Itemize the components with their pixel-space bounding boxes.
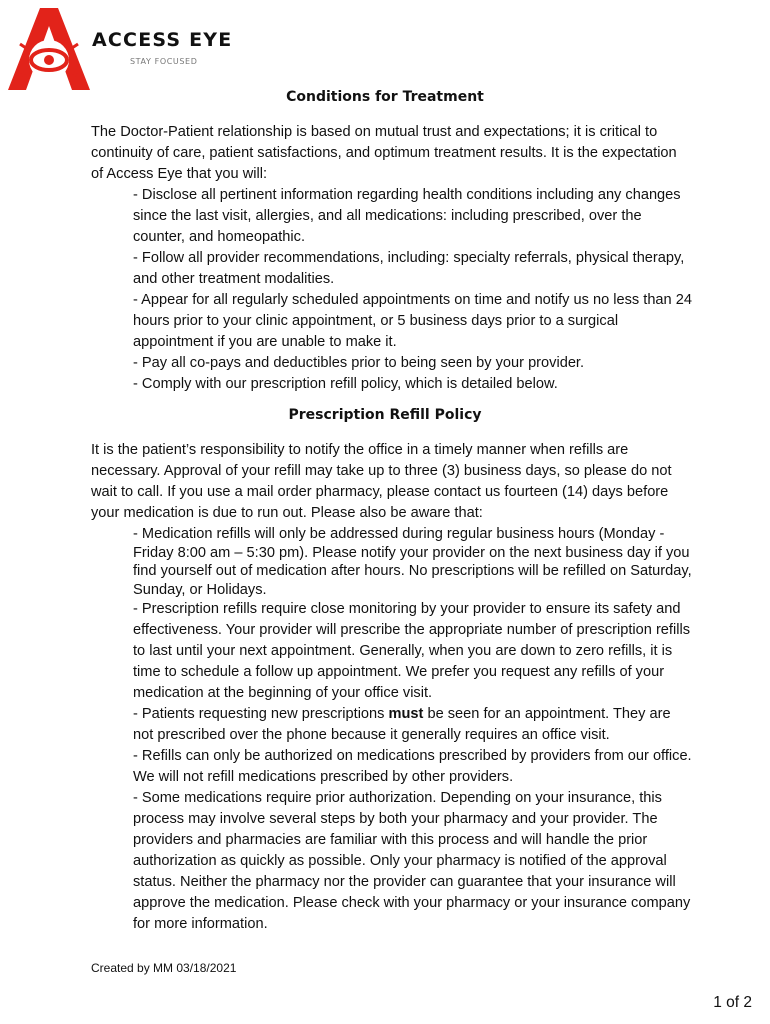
conditions-list (133, 185, 693, 395)
page-number: 1 of 2 (713, 994, 752, 1011)
list-item: - Prescription refills require close monitoring by your provider to ensure its safety and effectiveness. Your provider will prescribe the appropriate number of prescription refills to last until your next appointment. Generally, when you are down to zero refills, it is time to schedule a follow up appointment. We prefer you request any refills of your medication at the beginning of your office visit. (133, 601, 691, 701)
new-rx-text-start: - Patients requesting new prescriptions (133, 706, 389, 722)
list-item: - Follow all provider recommendations, including: specialty referrals, physical therapy, and other treatment modalities. (133, 250, 685, 287)
list-item: - Comply with our prescription refill policy, which is detailed below. (133, 376, 558, 392)
list-item: - Medication refills will only be addressed during regular business hours (Monday - Friday 8:00 am – 5:30 pm). Please notify your provider on the next business day if you find yourself out of medication after hours. No prescriptions will be refilled on Saturday, Sunday, or Holidays. (133, 526, 692, 598)
brand-name: ACCESS EYE (92, 29, 233, 51)
list-item: - Pay all co-pays and deductibles prior to being seen by your provider. (133, 355, 585, 371)
list-item: - Disclose all pertinent information regarding health conditions including any changes since the last visit, allergies, and all medications: including prescribed, over the counter, and homeopathic. (133, 187, 681, 245)
list-item (133, 704, 693, 746)
new-rx-text-end: be seen for an appointment. They are not prescribed over the phone because it generally requires an office visit. (133, 706, 671, 743)
refill-intro: It is the patient’s responsibility to notify the office in a timely manner when refills are necessary. Approval of your refill may take up to three (3) business days, so please do not wait to call. If you use a mail order pharmacy, please contact us fourteen (14) days before your medication is due to run out. Please also be aware that: (91, 442, 672, 521)
list-item: - Appear for all regularly scheduled appointments on time and notify us no less than 24 hours prior to your clinic appointment, or 5 business days prior to a surgical appointment if you are unable to make it. (133, 292, 692, 350)
access-eye-logo-icon (4, 4, 94, 92)
refill-title: Prescription Refill Policy (288, 407, 482, 423)
list-item: - Refills can only be authorized on medications prescribed by providers from our office. We will not refill medications prescribed by other providers. (133, 748, 692, 785)
created-by-note: Created by MM 03/18/2021 (91, 961, 237, 975)
refill-list (133, 525, 693, 935)
conditions-intro: The Doctor-Patient relationship is based on mutual trust and expectations; it is critical to continuity of care, patient satisfactions, and optimum treatment results. It is the expectation of Access Eye that you will: (91, 124, 677, 182)
list-item: - Some medications require prior authorization. Depending on your insurance, this process may involve several steps by both your pharmacy and your provider. The providers and pharmacies are familiar with this process and will handle the prior authorization as quickly as possible. Only your pharmacy is notified of the approval status. Neither the pharmacy nor the provider can guarantee that your insurance will approve the medication. Please check with your pharmacy or your insurance company for more information. (133, 790, 691, 932)
must-emphasis: must (388, 706, 424, 722)
brand-tagline: STAY FOCUSED (130, 57, 198, 66)
conditions-title: Conditions for Treatment (286, 89, 484, 105)
